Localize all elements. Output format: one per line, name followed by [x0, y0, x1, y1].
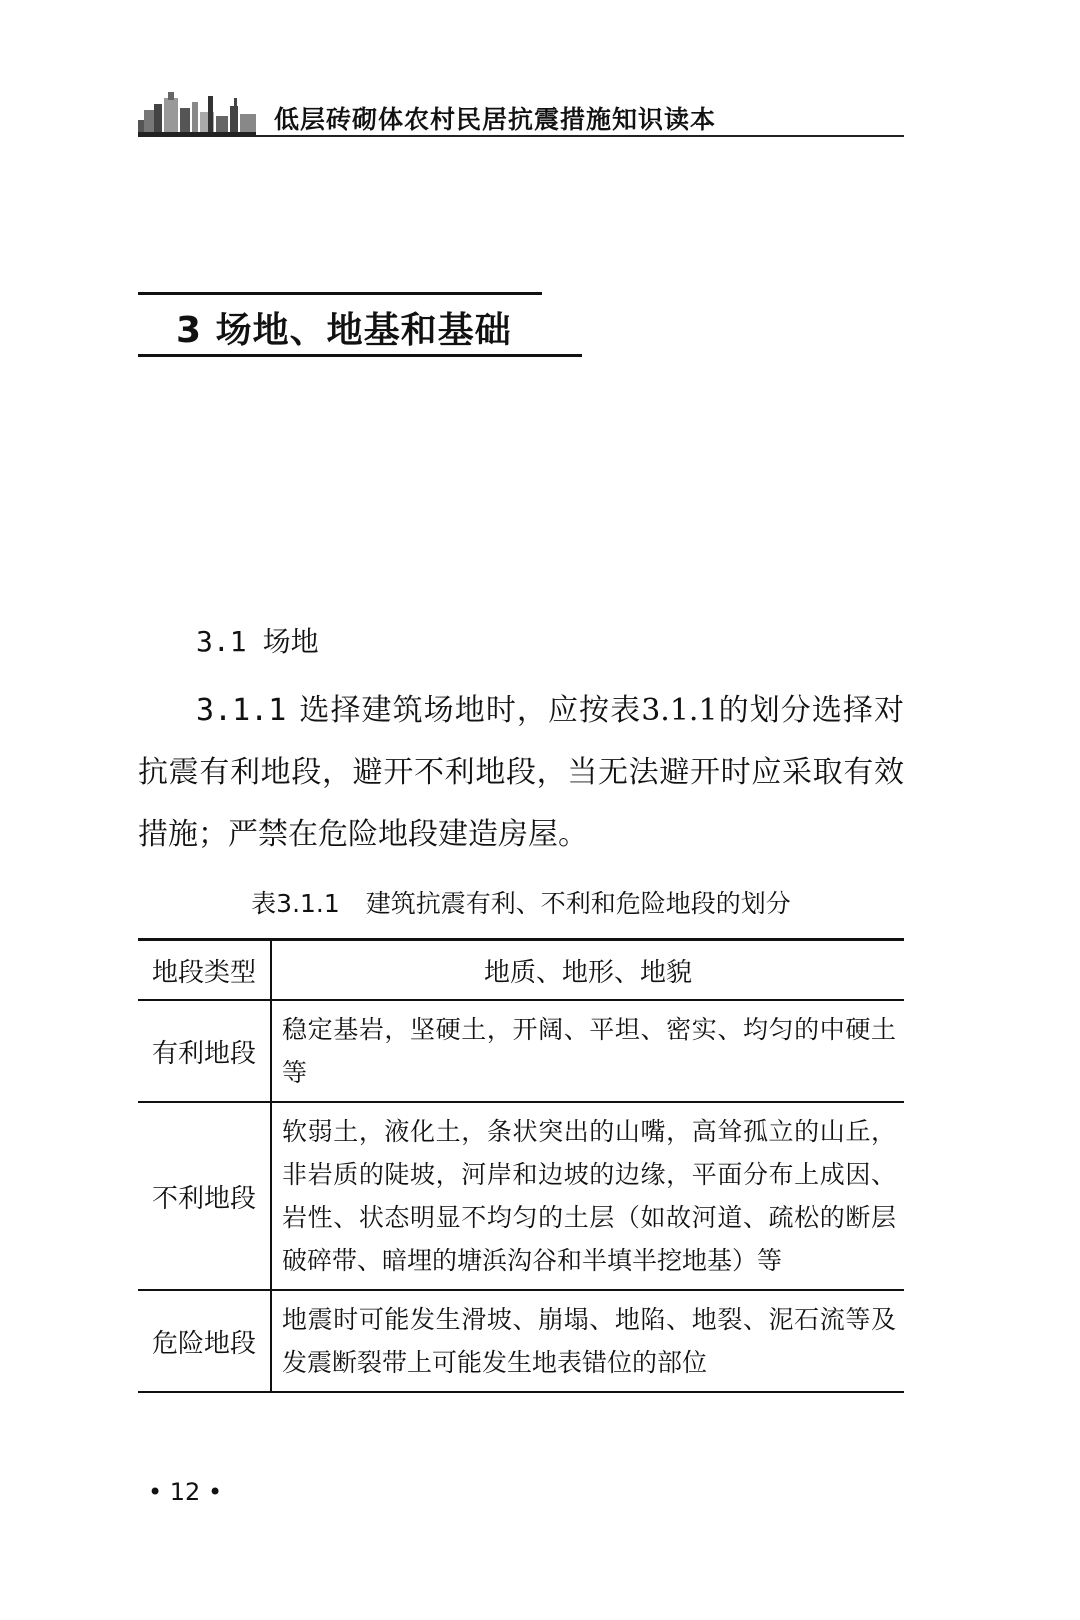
running-header [138, 90, 904, 138]
clause-number: 3.1.1 [196, 693, 287, 728]
zone-type-cell: 危险地段 [138, 1290, 271, 1392]
table-caption [0, 884, 1042, 920]
section-title: 场地 [262, 625, 319, 658]
column-header: 地段类型 [138, 940, 271, 1001]
city-skyline-logo [138, 90, 256, 136]
chapter-rule-bottom [138, 354, 582, 357]
section-heading [196, 620, 319, 660]
table-caption-number: 表3.1.1 [251, 889, 340, 918]
page-number: • 12 • [148, 1478, 223, 1506]
site-classification-table [138, 938, 904, 1393]
table-caption-title: 建筑抗震有利、不利和危险地段的划分 [365, 889, 791, 918]
column-header: 地质、地形、地貌 [483, 957, 692, 988]
chapter-rule-top [138, 292, 542, 295]
book-title: 低层砖砌体农村民居抗震措施知识读本 [274, 105, 717, 134]
chapter-title: 3 场地、地基和基础 [176, 310, 512, 351]
table-row [138, 1102, 904, 1290]
header-rule [138, 135, 904, 137]
zone-description-cell: 稳定基岩，坚硬土，开阔、平坦、密实、均匀的中硬土等 [282, 1015, 896, 1087]
table-row [138, 1290, 904, 1392]
zone-type-cell: 不利地段 [138, 1102, 271, 1290]
clause-paragraph [138, 680, 904, 866]
table-header-row [138, 940, 904, 1001]
section-number: 3.1 [196, 625, 247, 658]
zone-type-cell: 有利地段 [138, 1000, 271, 1102]
clause-text: 选择建筑场地时，应按表3.1.1的划分选择对抗震有利地段，避开不利地段，当无法避开时应采取有效措施；严禁在危险地段建造房屋。 [138, 693, 904, 852]
zone-description-cell: 软弱土，液化土，条状突出的山嘴，高耸孤立的山丘，非岩质的陡坡，河岸和边坡的边缘，平面分布上成因、岩性、状态明显不均匀的土层（如故河道、疏松的断层破碎带、暗埋的塘浜沟谷和半填半挖地基）等 [282, 1117, 896, 1275]
zone-description-cell: 地震时可能发生滑坡、崩塌、地陷、地裂、泥石流等及发震断裂带上可能发生地表错位的部位 [282, 1305, 896, 1377]
table-row [138, 1000, 904, 1102]
